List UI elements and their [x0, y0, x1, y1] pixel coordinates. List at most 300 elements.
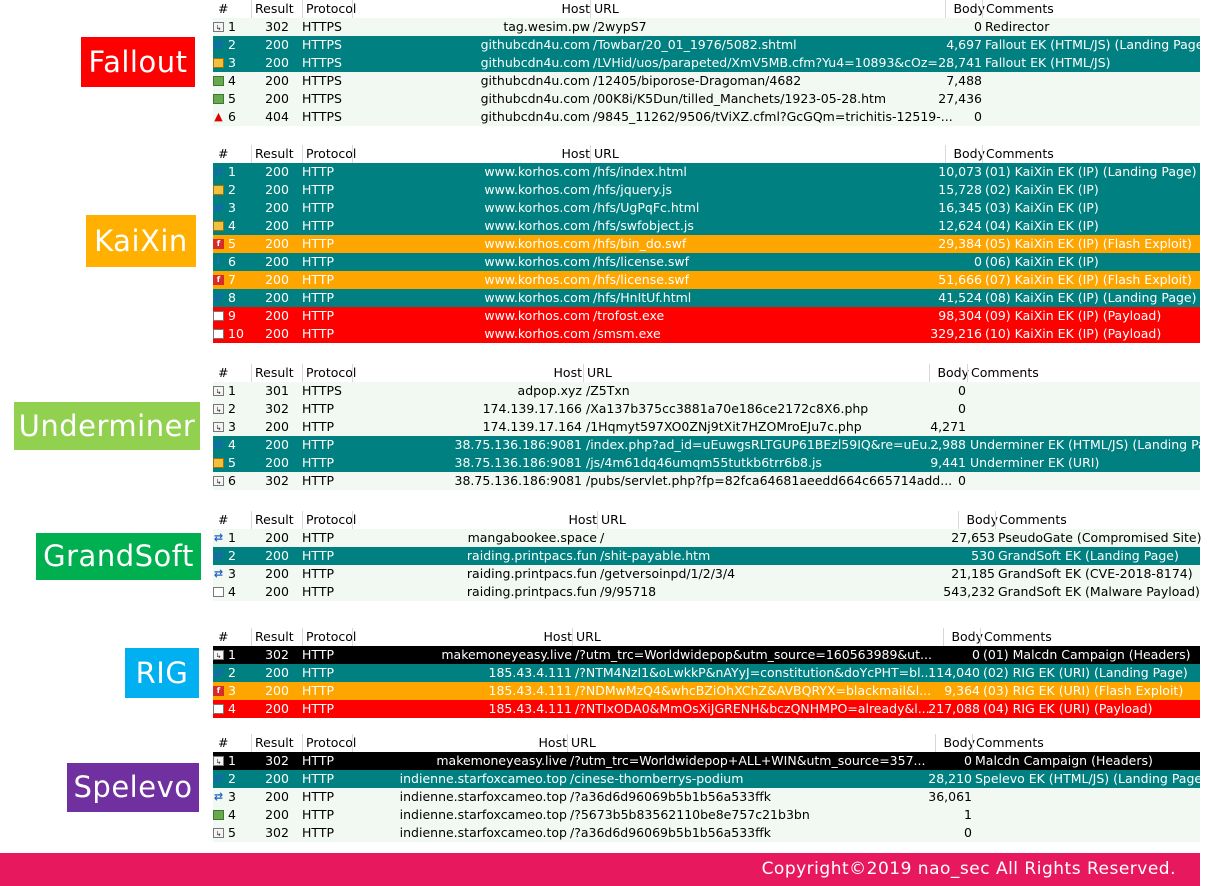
- host: www.korhos.com: [484, 290, 590, 305]
- url: /?NDMwMzQ4&whcBZiOhXChZ&AVBQRYX=blackmail&l...: [575, 683, 932, 698]
- body-size: 0: [958, 383, 966, 398]
- row-num: 4: [228, 218, 236, 233]
- redirect-icon: ↳: [213, 22, 224, 32]
- session-row[interactable]: [213, 253, 1200, 271]
- column-header-host: Host: [352, 0, 590, 18]
- protocol: HTTP: [302, 200, 334, 215]
- row-num: 4: [228, 701, 236, 716]
- comments: GrandSoft EK (Landing Page): [998, 548, 1179, 563]
- url: /?a36d6d96069b5b1b56a533ffk: [570, 825, 771, 840]
- result-code: 200: [265, 218, 289, 233]
- session-row[interactable]: [213, 181, 1200, 199]
- url: /getversoinpd/1/2/3/4: [600, 566, 736, 581]
- result-code: 200: [265, 683, 289, 698]
- session-row[interactable]: [213, 454, 1200, 472]
- comments: Underminer EK (HTML/JS) (Landing Page): [970, 437, 1226, 452]
- body-size: 0: [974, 19, 982, 34]
- host: mangabookee.space: [467, 530, 597, 545]
- url: /shit-payable.htm: [600, 548, 711, 563]
- comments: (09) KaiXin EK (IP) (Payload): [985, 308, 1162, 323]
- image-icon: [213, 810, 224, 820]
- row-num: 3: [228, 566, 236, 581]
- column-header-url: URL: [572, 628, 937, 646]
- html-icon: ⇄: [213, 666, 224, 679]
- html-icon: ⇄: [213, 38, 224, 51]
- document-icon: [213, 704, 224, 714]
- url: /cinese-thornberrys-podium: [570, 771, 744, 786]
- column-header-body: Body: [943, 628, 983, 646]
- result-code: 302: [265, 825, 289, 840]
- session-row[interactable]: [213, 565, 1200, 583]
- url: /smsm.exe: [593, 326, 661, 341]
- copyright-text: Copyright©2019 nao_sec All Rights Reserved.: [761, 859, 1176, 879]
- session-row[interactable]: [213, 472, 1200, 490]
- session-row[interactable]: [213, 289, 1200, 307]
- host: raiding.printpacs.fun: [466, 548, 597, 563]
- column-header-result: Result: [251, 734, 302, 752]
- row-num: 5: [228, 825, 236, 840]
- comments: GrandSoft EK (CVE-2018-8174): [998, 566, 1193, 581]
- host: raiding.printpacs.fun: [466, 584, 597, 599]
- column-header-url: URL: [590, 145, 939, 163]
- host: www.korhos.com: [484, 308, 590, 323]
- column-header-body: Body: [935, 734, 975, 752]
- host: makemoneyeasy.live: [441, 647, 572, 662]
- ek-label-underminer: Underminer: [14, 402, 200, 450]
- result-code: 200: [265, 200, 289, 215]
- body-size: 51,666: [938, 272, 982, 287]
- redirect-icon: ↳: [213, 828, 224, 838]
- host: www.korhos.com: [484, 182, 590, 197]
- session-row[interactable]: [213, 529, 1200, 547]
- row-num: 2: [228, 548, 236, 563]
- protocol: HTTP: [302, 584, 334, 599]
- result-code: 200: [265, 272, 289, 287]
- column-header-comments: Comments: [980, 628, 1197, 646]
- session-grid-underminer[interactable]: [213, 364, 1226, 490]
- session-row[interactable]: [213, 235, 1200, 253]
- result-code: 404: [265, 109, 289, 124]
- comments: PseudoGate (Compromised Site): [998, 530, 1202, 545]
- host: 38.75.136.186:9081: [454, 437, 582, 452]
- host: githubcdn4u.com: [480, 73, 590, 88]
- redirect-icon: ↳: [213, 756, 224, 766]
- comments: Underminer EK (URI): [970, 455, 1100, 470]
- comments: (04) RIG EK (URI) (Payload): [983, 701, 1153, 716]
- column-header-comments: Comments: [972, 734, 1197, 752]
- comments: (03) KaiXin EK (IP): [985, 200, 1099, 215]
- host: 38.75.136.186:9081: [454, 473, 582, 488]
- comments: (03) RIG EK (URI) (Flash Exploit): [983, 683, 1184, 698]
- session-row[interactable]: [213, 646, 1200, 664]
- url: /2wypS7: [593, 19, 647, 34]
- body-size: 2,988: [930, 437, 966, 452]
- column-header-num: #: [218, 146, 229, 161]
- body-size: 0: [958, 473, 966, 488]
- protocol: HTTP: [302, 419, 334, 434]
- row-num: 10: [228, 326, 244, 341]
- host: www.korhos.com: [484, 200, 590, 215]
- session-grid-spelevo[interactable]: [213, 734, 1207, 842]
- row-num: 6: [228, 473, 236, 488]
- result-code: 200: [265, 73, 289, 88]
- url: /9/95718: [600, 584, 657, 599]
- column-header-row: [213, 734, 1200, 752]
- session-row[interactable]: [213, 382, 1200, 400]
- url: /?5673b5b83562110be8e757c21b3bn: [570, 807, 810, 822]
- result-code: 200: [265, 530, 289, 545]
- row-num: 2: [228, 37, 236, 52]
- body-size: 4,697: [946, 37, 982, 52]
- body-size: 9,441: [930, 455, 966, 470]
- protocol: HTTP: [302, 566, 334, 581]
- body-size: 16,345: [938, 200, 982, 215]
- comments: [985, 90, 1198, 108]
- comments: (01) Malcdn Campaign (Headers): [983, 647, 1191, 662]
- script-icon: [213, 185, 224, 195]
- result-code: 200: [265, 326, 289, 341]
- session-row[interactable]: [213, 583, 1200, 601]
- row-num: 9: [228, 308, 236, 323]
- column-header-protocol: Protocol: [302, 364, 352, 382]
- ek-label-spelevo: Spelevo: [67, 763, 199, 812]
- host: 174.139.17.164: [482, 419, 582, 434]
- session-row[interactable]: [213, 418, 1200, 436]
- url: /LVHid/uos/parapeted/XmV5MB.cfm?Yu4=10893&cOz=...: [593, 55, 950, 70]
- session-row[interactable]: [213, 806, 1200, 824]
- protocol: HTTP: [302, 437, 334, 452]
- comments: Malcdn Campaign (Headers): [975, 753, 1153, 768]
- ek-label-rig: RIG: [125, 648, 199, 698]
- column-header-result: Result: [251, 511, 302, 529]
- row-num: 4: [228, 437, 236, 452]
- url: /Z5Txn: [586, 383, 630, 398]
- session-row[interactable]: [213, 271, 1200, 289]
- session-grid-rig[interactable]: [213, 628, 1200, 718]
- comments: [975, 824, 1198, 842]
- body-size: 7,488: [946, 73, 982, 88]
- html-icon: ⇄: [213, 291, 224, 304]
- session-row[interactable]: [213, 664, 1200, 682]
- session-row[interactable]: [213, 325, 1200, 343]
- url: /hfs/swfobject.js: [593, 218, 694, 233]
- column-header-protocol: Protocol: [302, 511, 352, 529]
- protocol: HTTP: [302, 254, 334, 269]
- row-num: 2: [228, 665, 236, 680]
- host: www.korhos.com: [484, 236, 590, 251]
- url: /hfs/jquery.js: [593, 182, 672, 197]
- protocol: HTTP: [302, 647, 334, 662]
- session-row[interactable]: [213, 788, 1200, 806]
- session-row[interactable]: [213, 547, 1200, 565]
- comments: (02) KaiXin EK (IP): [985, 182, 1099, 197]
- protocol: HTTP: [302, 771, 334, 786]
- result-code: 200: [265, 37, 289, 52]
- session-grid-fallout[interactable]: [213, 0, 1209, 126]
- row-num: 1: [228, 164, 236, 179]
- result-code: 200: [265, 807, 289, 822]
- body-size: 98,304: [938, 308, 982, 323]
- column-header-comments: Comments: [982, 145, 1197, 163]
- protocol: HTTP: [302, 753, 334, 768]
- body-size: 0: [958, 401, 966, 416]
- session-row[interactable]: [213, 90, 1200, 108]
- result-code: 200: [265, 437, 289, 452]
- host: makemoneyeasy.live: [436, 753, 567, 768]
- protocol: HTTP: [302, 290, 334, 305]
- body-size: 4,271: [930, 419, 966, 434]
- comments: Fallout EK (HTML/JS): [985, 55, 1111, 70]
- body-size: 0: [972, 647, 980, 662]
- session-row[interactable]: [213, 72, 1200, 90]
- session-row[interactable]: [213, 163, 1200, 181]
- html-icon: ⇄: [213, 549, 224, 562]
- body-size: 10,073: [938, 164, 982, 179]
- body-size: 0: [974, 254, 982, 269]
- url: /?utm_trc=Worldwidepop&utm_source=160563989&ut...: [575, 647, 932, 662]
- url: /?NTIxODA0&MmOsXiJGRENH&bczQNHMPO=already&l...: [575, 701, 930, 716]
- row-num: 3: [228, 55, 236, 70]
- result-code: 200: [265, 701, 289, 716]
- host: indienne.starfoxcameo.top: [399, 771, 567, 786]
- comments: (07) KaiXin EK (IP) (Flash Exploit): [985, 272, 1192, 287]
- url: /hfs/license.swf: [593, 254, 690, 269]
- row-num: 3: [228, 419, 236, 434]
- session-row[interactable]: [213, 108, 1200, 126]
- row-num: 6: [228, 109, 236, 124]
- session-grid-kaixin[interactable]: [213, 145, 1200, 343]
- script-icon: [213, 458, 224, 468]
- document-icon: [213, 311, 224, 321]
- session-row[interactable]: [213, 54, 1200, 72]
- session-row[interactable]: [213, 770, 1207, 788]
- row-num: 3: [228, 683, 236, 698]
- result-code: 301: [265, 383, 289, 398]
- result-code: 200: [265, 548, 289, 563]
- column-header-url: URL: [597, 511, 952, 529]
- flash-icon: f: [213, 686, 224, 696]
- session-row[interactable]: [213, 824, 1200, 842]
- session-grid-grandsoft[interactable]: [213, 511, 1200, 601]
- result-code: 200: [265, 419, 289, 434]
- protocol: HTTP: [302, 701, 334, 716]
- row-num: 7: [228, 272, 236, 287]
- script-icon: [213, 221, 224, 231]
- comments: (08) KaiXin EK (IP) (Landing Page): [985, 290, 1197, 305]
- info-icon: i: [216, 256, 221, 267]
- host: www.korhos.com: [484, 254, 590, 269]
- column-header-host: Host: [352, 511, 597, 529]
- column-header-host: Host: [352, 734, 567, 752]
- row-num: 1: [228, 19, 236, 34]
- column-header-row: [213, 511, 1200, 529]
- column-header-result: Result: [251, 145, 302, 163]
- url: /hfs/license.swf: [593, 272, 690, 287]
- host: adpop.xyz: [517, 383, 582, 398]
- column-header-body: Body: [958, 511, 998, 529]
- protocol: HTTP: [302, 548, 334, 563]
- protocol: HTTPS: [302, 19, 342, 34]
- comments: [970, 418, 1198, 436]
- column-header-host: Host: [352, 364, 582, 382]
- comments: [985, 72, 1198, 90]
- host: 38.75.136.186:9081: [454, 455, 582, 470]
- comments: [975, 788, 1198, 806]
- image-icon: [213, 76, 224, 86]
- comments: (01) KaiXin EK (IP) (Landing Page): [985, 164, 1197, 179]
- protocol: HTTP: [302, 683, 334, 698]
- session-row[interactable]: [213, 436, 1226, 454]
- comments: (04) KaiXin EK (IP): [985, 218, 1099, 233]
- body-size: 21,185: [951, 566, 995, 581]
- column-header-comments: Comments: [982, 0, 1197, 18]
- document-icon: [213, 587, 224, 597]
- row-num: 2: [228, 771, 236, 786]
- protocol: HTTP: [302, 825, 334, 840]
- protocol: HTTPS: [302, 55, 342, 70]
- column-header-body: Body: [945, 0, 985, 18]
- url: /Xa137b375cc3881a70e186ce2172c8X6.php: [586, 401, 869, 416]
- row-num: 6: [228, 254, 236, 269]
- column-header-row: [213, 364, 1200, 382]
- column-header-protocol: Protocol: [302, 0, 352, 18]
- protocol: HTTP: [302, 236, 334, 251]
- body-size: 217,088: [928, 701, 980, 716]
- url: /: [600, 530, 605, 545]
- body-size: 329,216: [930, 326, 982, 341]
- session-row[interactable]: [213, 700, 1200, 718]
- column-header-url: URL: [567, 734, 929, 752]
- url: /Towbar/20_01_1976/5082.shtml: [593, 37, 797, 52]
- session-row[interactable]: [213, 307, 1200, 325]
- row-num: 4: [228, 807, 236, 822]
- row-num: 5: [228, 455, 236, 470]
- result-code: 200: [265, 182, 289, 197]
- column-header-url: URL: [590, 0, 939, 18]
- session-row[interactable]: [213, 400, 1200, 418]
- session-row[interactable]: [213, 682, 1200, 700]
- ek-label-fallout: Fallout: [81, 37, 195, 87]
- html-icon: ⇄: [213, 567, 224, 580]
- column-header-num: #: [218, 629, 229, 644]
- column-header-num: #: [218, 512, 229, 527]
- row-num: 5: [228, 236, 236, 251]
- ek-label-grandsoft: GrandSoft: [36, 533, 201, 580]
- body-size: 0: [974, 109, 982, 124]
- host: githubcdn4u.com: [480, 109, 590, 124]
- column-header-protocol: Protocol: [302, 628, 352, 646]
- url: /?utm_trc=Worldwidepop+ALL+WIN&utm_source=357...: [570, 753, 926, 768]
- url: /js/4m61dq46umqm55tutkb6trr6b8.js: [586, 455, 822, 470]
- session-row[interactable]: [213, 199, 1200, 217]
- column-header-row: [213, 628, 1200, 646]
- column-header-comments: Comments: [995, 511, 1197, 529]
- html-icon: ⇄: [213, 165, 224, 178]
- result-code: 200: [265, 290, 289, 305]
- url: /00K8i/K5Dun/tilled_Manchets/1923-05-28.htm: [593, 91, 887, 106]
- flash-icon: f: [213, 239, 224, 249]
- warning-icon: ▲: [214, 110, 223, 123]
- protocol: HTTP: [302, 473, 334, 488]
- column-header-comments: Comments: [967, 364, 1197, 382]
- url: /hfs/index.html: [593, 164, 687, 179]
- comments: Spelevo EK (HTML/JS) (Landing Page): [975, 771, 1207, 786]
- host: indienne.starfoxcameo.top: [399, 789, 567, 804]
- column-header-url: URL: [583, 364, 923, 382]
- flash-icon: f: [213, 275, 224, 285]
- session-row[interactable]: [213, 36, 1209, 54]
- ek-label-kaixin: KaiXin: [86, 215, 196, 267]
- body-size: 28,741: [938, 55, 982, 70]
- comments: (02) RIG EK (URI) (Landing Page): [983, 665, 1188, 680]
- host: indienne.starfoxcameo.top: [399, 807, 567, 822]
- row-num: 4: [228, 73, 236, 88]
- column-header-num: #: [218, 1, 229, 16]
- result-code: 200: [265, 91, 289, 106]
- redirect-icon: ↳: [213, 422, 224, 432]
- comments: GrandSoft EK (Malware Payload): [998, 584, 1200, 599]
- row-num: 1: [228, 530, 236, 545]
- session-row[interactable]: [213, 217, 1200, 235]
- host: www.korhos.com: [484, 272, 590, 287]
- comments: Fallout EK (HTML/JS) (Landing Page): [985, 37, 1209, 52]
- row-num: 3: [228, 789, 236, 804]
- body-size: 27,436: [938, 91, 982, 106]
- column-header-body: Body: [945, 145, 985, 163]
- column-header-num: #: [218, 735, 229, 750]
- protocol: HTTPS: [302, 37, 342, 52]
- host: githubcdn4u.com: [480, 37, 590, 52]
- comments: [985, 108, 1198, 126]
- row-num: 3: [228, 200, 236, 215]
- body-size: 29,384: [938, 236, 982, 251]
- body-size: 9,364: [944, 683, 980, 698]
- protocol: HTTP: [302, 182, 334, 197]
- body-size: 0: [964, 753, 972, 768]
- result-code: 302: [265, 647, 289, 662]
- redirect-icon: ↳: [213, 476, 224, 486]
- host: raiding.printpacs.fun: [466, 566, 597, 581]
- comments: (10) KaiXin EK (IP) (Payload): [985, 326, 1162, 341]
- result-code: 200: [265, 455, 289, 470]
- host: tag.wesim.pw: [503, 19, 590, 34]
- session-row[interactable]: [213, 18, 1200, 36]
- row-num: 2: [228, 182, 236, 197]
- column-header-result: Result: [251, 628, 302, 646]
- body-size: 27,653: [951, 530, 995, 545]
- host: 185.43.4.111: [488, 683, 572, 698]
- protocol: HTTPS: [302, 91, 342, 106]
- column-header-num: #: [218, 365, 229, 380]
- comments: [970, 382, 1198, 400]
- host: www.korhos.com: [484, 326, 590, 341]
- column-header-host: Host: [352, 145, 590, 163]
- redirect-icon: ↳: [213, 650, 224, 660]
- url: /hfs/bin_do.swf: [593, 236, 687, 251]
- body-size: 15,728: [938, 182, 982, 197]
- protocol: HTTP: [302, 530, 334, 545]
- column-header-host: Host: [352, 628, 572, 646]
- protocol: HTTP: [302, 789, 334, 804]
- protocol: HTTP: [302, 164, 334, 179]
- body-size: 41,524: [938, 290, 982, 305]
- protocol: HTTP: [302, 308, 334, 323]
- row-num: 5: [228, 91, 236, 106]
- url: /?NTM4NzI1&oLwkkP&nAYyJ=constitution&doYcPHT=bl...: [575, 665, 933, 680]
- session-row[interactable]: [213, 752, 1200, 770]
- column-header-row: [213, 145, 1200, 163]
- protocol: HTTP: [302, 272, 334, 287]
